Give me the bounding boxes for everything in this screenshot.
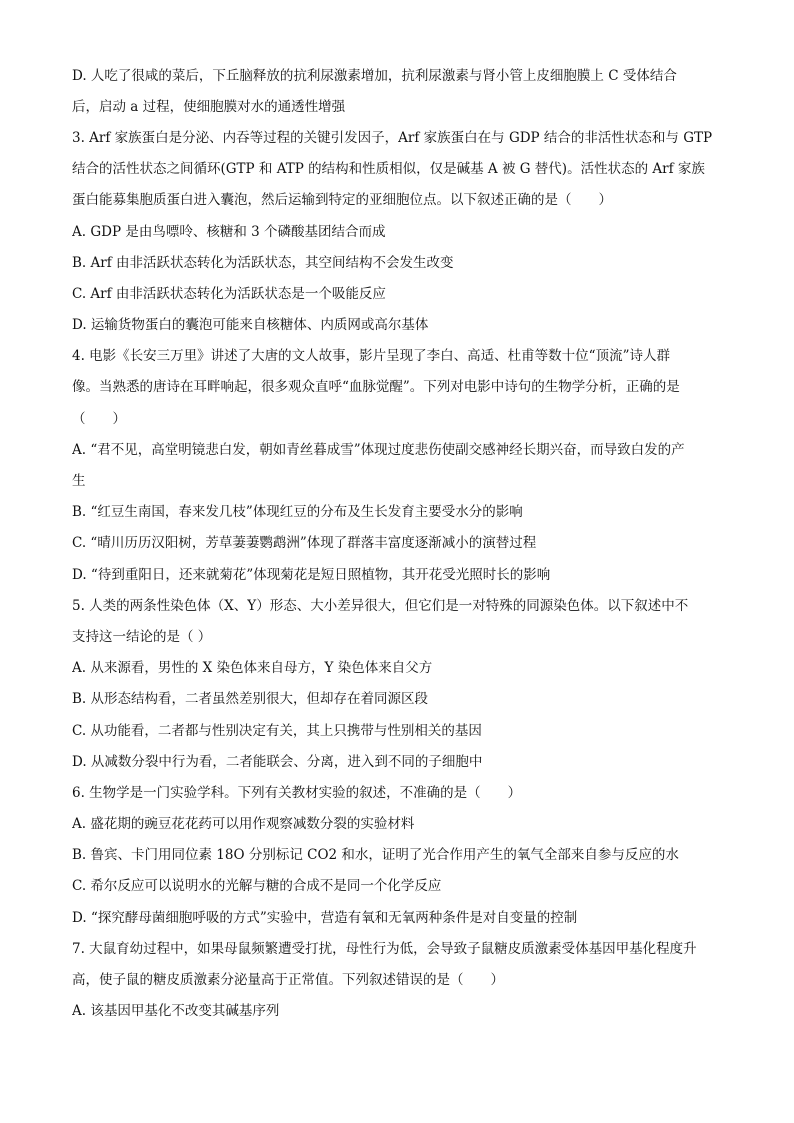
text-line: 6. 生物学是一门实验学科。下列有关教材实验的叙述，不准确的是（ ） [72,785,522,801]
text-line: C. “晴川历历汉阳树，芳草萋萋鹦鹉洲”体现了群落丰富度逐渐减小的演替过程 [72,535,537,551]
text-line: 3. Arf 家族蛋白是分泌、内吞等过程的关键引发因子，Arf 家族蛋白在与 GDP 结合的非活性状态和与 GTP [72,130,713,146]
text-line: D. “待到重阳日，还来就菊花”体现菊花是短日照植物，其开花受光照时长的影响 [72,567,551,583]
text-line: A. GDP 是由鸟嘌呤、核糖和 3 个磷酸基团结合而成 [72,224,386,240]
text-line: D. 人吃了很咸的菜后，下丘脑释放的抗利尿激素增加，抗利尿激素与肾小管上皮细胞膜上 C 受体结合 [72,68,677,84]
text-line: 结合的活性状态之间循环(GTP 和 ATP 的结构和性质相似，仅是碱基 A 被 G 替代)。活性状态的 Arf 家族 [72,161,705,177]
text-line: A. 从来源看，男性的 X 染色体来自母方，Y 染色体来自父方 [72,660,433,676]
text-line: B. 鲁宾、卡门用同位素 18O 分别标记 CO2 和水，证明了光合作用产生的氧气全部来自参与反应的水 [72,847,679,863]
text-line: 高，使子鼠的糖皮质激素分泌量高于正常值。下列叙述错误的是（ ） [72,972,504,988]
text-line: D. “探究酵母菌细胞呼吸的方式”实验中，营造有氧和无氧两种条件是对自变量的控制 [72,910,578,926]
text-line: C. 从功能看，二者都与性别决定有关，其上只携带与性别相关的基因 [72,723,482,739]
text-line: D. 运输货物蛋白的囊泡可能来自核糖体、内质网或高尔基体 [72,317,429,333]
text-line: 后，启动 a 过程，使细胞膜对水的通透性增强 [72,99,346,115]
text-line: A. “君不见，高堂明镜悲白发，朝如青丝暮成雪”体现过度悲伤使副交感神经长期兴奋，而导致白发的产 [72,442,685,458]
text-line: 蛋白能募集胞质蛋白进入囊泡，然后运输到特定的亚细胞位点。以下叙述正确的是（ ） [72,192,612,208]
text-line: B. “红豆生南国，春来发几枝”体现红豆的分布及生长发育主要受水分的影响 [72,504,523,520]
text-line: B. Arf 由非活跃状态转化为活跃状态，其空间结构不会发生改变 [72,255,454,271]
text-line: A. 该基因甲基化不改变其碱基序列 [72,1003,280,1019]
text-line: （ ） [72,411,126,427]
text-line: 生 [72,473,86,489]
text-line: B. 从形态结构看，二者虽然差别很大，但却存在着同源区段 [72,691,429,707]
text-line: C. 希尔反应可以说明水的光解与糖的合成不是同一个化学反应 [72,878,442,894]
text-line: 4. 电影《长安三万里》讲述了大唐的文人故事，影片呈现了李白、高适、杜甫等数十位“顶流”诗人群 [72,348,670,364]
text-line: 支持这一结论的是（ ） [72,629,212,645]
text-line: 5. 人类的两条性染色体（X、Y）形态、大小差异很大，但它们是一对特殊的同源染色体。以下叙述中不 [72,598,689,614]
text-line: 7. 大鼠育幼过程中，如果母鼠频繁遭受打扰，母性行为低，会导致子鼠糖皮质激素受体基因甲基化程度升 [72,941,697,957]
text-line: D. 从减数分裂中行为看，二者能联会、分离，进入到不同的子细胞中 [72,754,483,770]
text-line: A. 盛花期的豌豆花花药可以用作观察减数分裂的实验材料 [72,816,415,832]
text-line: C. Arf 由非活跃状态转化为活跃状态是一个吸能反应 [72,286,386,302]
text-line: 像。当熟悉的唐诗在耳畔响起，很多观众直呼“血脉觉醒”。下列对电影中诗句的生物学分析，正确的是 [72,379,680,395]
